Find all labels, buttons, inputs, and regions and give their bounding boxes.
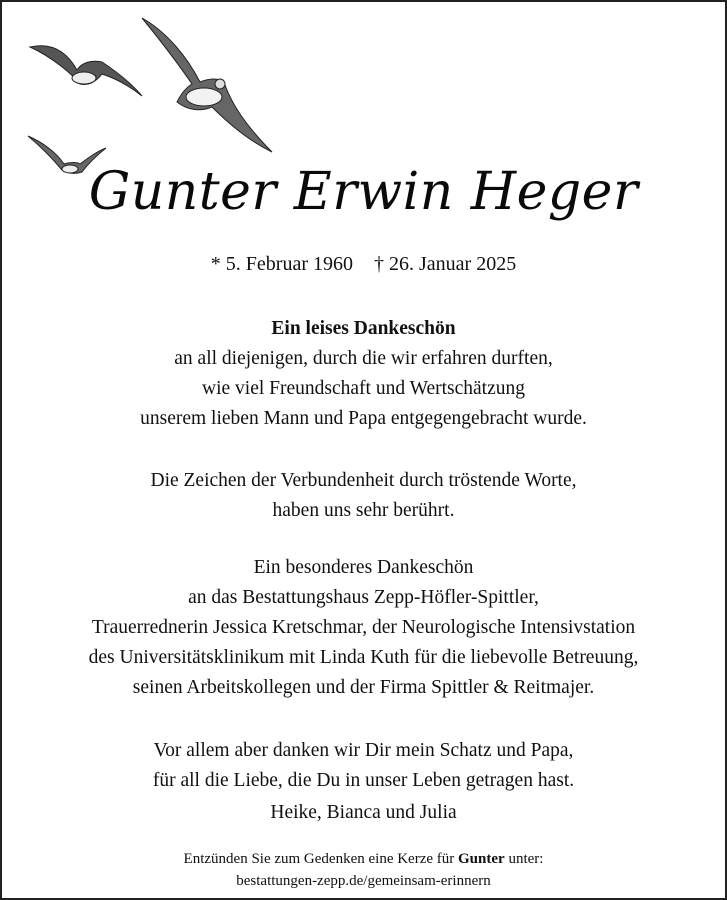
text-line: wie viel Freundschaft und Wertschätzung [202,378,525,399]
footer [2,848,725,892]
footer-text: Entzünden Sie zum Gedenken eine Kerze für [183,851,459,867]
death-date: † 26. Januar 2025 [374,253,517,275]
text-line: an das Bestattungshaus Zepp-Höfler-Spittler, [188,587,539,608]
text-line: Vor allem aber danken wir Dir mein Schatz und Papa, [153,740,574,761]
candle-invitation [2,848,725,870]
text-line: Trauerrednerin Jessica Kretschmar, der Neurologische Intensivstation [91,617,636,638]
text-line: für all die Liebe, die Du in unser Leben getragen hast. [152,770,575,791]
seagull-icon [30,46,142,96]
deceased-name: Gunter Erwin Heger [88,162,639,222]
sympathy-paragraph [2,466,725,526]
text-line: seinen Arbeitskollegen und der Firma Spittler & Reitmajer. [132,677,595,698]
text-line: des Universitätsklinikum mit Linda Kuth für die liebevolle Betreuung, [88,647,639,668]
text-line: an all diejenigen, durch die wir erfahren durften, [174,348,553,369]
birth-date: * 5. Februar 1960 [210,253,353,275]
text-line: unserem lieben Mann und Papa entgegengebracht wurde. [140,408,587,429]
thanks-intro [2,314,725,434]
footer-text: unter: [504,851,544,867]
footer-name: Gunter [458,851,505,867]
special-thanks-paragraph [2,553,725,703]
seagull-icon [142,18,272,152]
signatures: Heike, Bianca und Julia [270,802,457,823]
text-line: Die Zeichen der Verbundenheit durch tröstende Worte, [150,470,577,491]
memorial-url[interactable]: bestattungen-zepp.de/gemeinsam-erinnern [236,873,491,889]
thanks-heading: Ein leises Dankeschön [271,318,456,339]
life-dates [2,253,725,276]
text-line: Ein besonderes Dankeschön [253,557,474,578]
text-line: haben uns sehr berührt. [272,500,455,521]
closing-paragraph [2,736,725,796]
